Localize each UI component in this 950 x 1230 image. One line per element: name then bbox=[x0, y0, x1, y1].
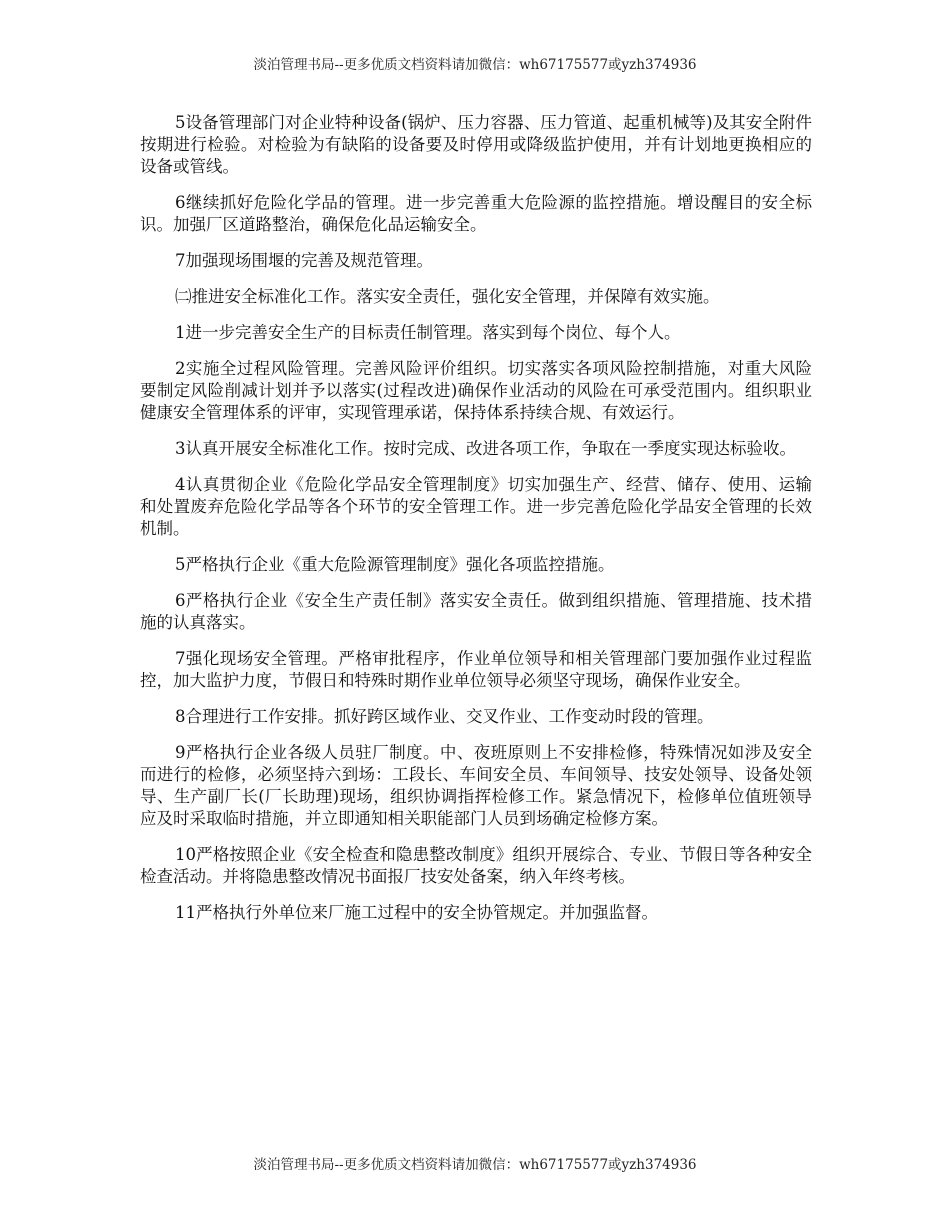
paragraph-13: 9严格执行企业各级人员驻厂制度。中、夜班原则上不安排检修，特殊情况如涉及安全而进行的检修，必须坚持六到场：工段长、车间安全员、车间领导、技安处领导、设备处领导、生产副厂长(厂长助理)现场，组织协调指挥检修工作。紧急情况下，检修单位值班领导应及时采取临时措施，并立即通知相关职能部门人员到场确定检修方案。 bbox=[140, 743, 812, 828]
section-heading: ㈡推进安全标准化工作。落实安全责任，强化安全管理，并保障有效实施。 bbox=[175, 287, 720, 306]
document-body bbox=[140, 112, 812, 938]
paragraph-8: 4认真贯彻企业《危险化学品安全管理制度》切实加强生产、经营、储存、使用、运输和处置废弃危险化学品等各个环节的安全管理工作。进一步完善危险化学品安全管理的长效机制。 bbox=[140, 475, 812, 538]
paragraph-1: 5设备管理部门对企业特种设备(锅炉、压力容器、压力管道、起重机械等)及其安全附件按期进行检验。对检验为有缺陷的设备要及时停用或降级监护使用，并有计划地更换相应的设备或管线。 bbox=[140, 113, 812, 176]
page-header: 淡泊管理书局--更多优质文档资料请加微信：wh67175577或yzh374936 bbox=[253, 57, 697, 73]
paragraph-11: 7强化现场安全管理。严格审批程序，作业单位领导和相关管理部门要加强作业过程监控，加大监护力度，节假日和特殊时期作业单位领导必须坚守现场，确保作业安全。 bbox=[140, 649, 812, 690]
paragraph-7: 3认真开展安全标准化工作。按时完成、改进各项工作，争取在一季度实现达标验收。 bbox=[175, 439, 796, 458]
paragraph-14: 10严格按照企业《安全检查和隐患整改制度》组织开展综合、专业、节假日等各种安全检查活动。并将隐患整改情况书面报厂技安处备案，纳入年终考核。 bbox=[140, 845, 812, 886]
paragraph-2: 6继续抓好危险化学品的管理。进一步完善重大危险源的监控措施。增设醒目的安全标识。加强厂区道路整治，确保危化品运输安全。 bbox=[140, 193, 812, 234]
paragraph-6: 2实施全过程风险管理。完善风险评价组织。切实落实各项风险控制措施，对重大风险要制定风险削减计划并予以落实(过程改进)确保作业活动的风险在可承受范围内。组织职业健康安全管理体系的评审，实现管理承诺，保持体系持续合规、有效运行。 bbox=[140, 359, 812, 422]
paragraph-10: 6严格执行企业《安全生产责任制》落实安全责任。做到组织措施、管理措施、技术措施的认真落实。 bbox=[140, 591, 812, 632]
paragraph-15: 11严格执行外单位来厂施工过程中的安全协管规定。并加强监督。 bbox=[175, 903, 658, 922]
paragraph-9: 5严格执行企业《重大危险源管理制度》强化各项监控措施。 bbox=[175, 555, 615, 574]
paragraph-3: 7加强现场围堰的完善及规范管理。 bbox=[175, 251, 433, 270]
paragraph-12: 8合理进行工作安排。抓好跨区域作业、交叉作业、工作变动时段的管理。 bbox=[175, 707, 714, 726]
paragraph-5: 1进一步完善安全生产的目标责任制管理。落实到每个岗位、每个人。 bbox=[175, 323, 681, 342]
page-footer: 淡泊管理书局--更多优质文档资料请加微信：wh67175577或yzh374936 bbox=[253, 1157, 697, 1173]
